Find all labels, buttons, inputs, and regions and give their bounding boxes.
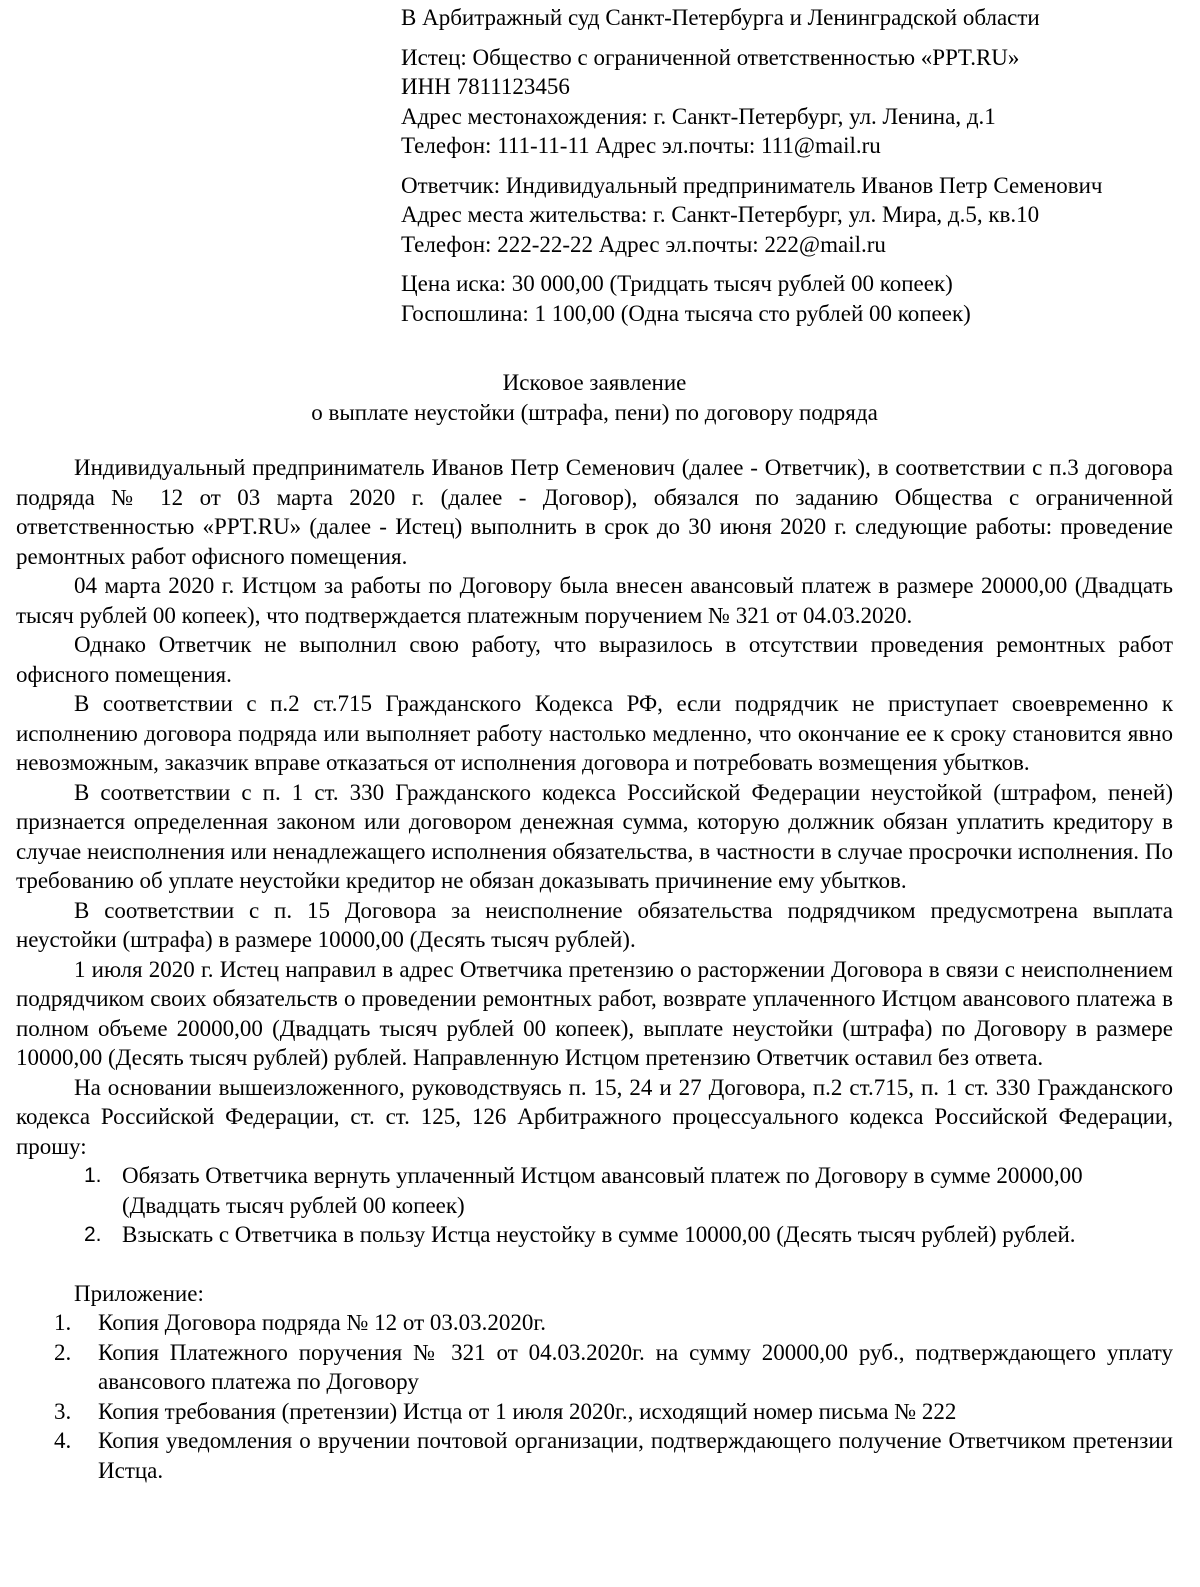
court-name: В Арбитражный суд Санкт-Петербурга и Ленинградской области: [401, 5, 1040, 30]
attachment-text: Копия уведомления о вручении почтовой организации, подтверждающего получение Ответчиком претензии Истца.: [98, 1428, 1173, 1483]
paragraph: В соответствии с п. 1 ст. 330 Гражданского кодекса Российской Федерации неустойкой (штрафом, пеней) признается определенная законом или договором денежная сумма, которую должник обязан уплатить кредитору в случае неисполнения или ненадлежащего исполнения обязательства, в частности в случае просрочки исполнения. По требованию об уплате неустойки кредитор не обязан доказывать причинение ему убытков.: [16, 779, 1173, 893]
attachment-item: [16, 1426, 1173, 1485]
attachment-text: Копия Платежного поручения № 321 от 04.03.2020г. на сумму 20000,00 руб., подтверждающего уплату авансового платежа по Договору: [98, 1339, 1173, 1394]
requests-list: [16, 1161, 1173, 1250]
defendant-block: [401, 171, 1173, 260]
attachment-number: 4.: [54, 1428, 72, 1453]
request-text: Обязать Ответчика вернуть уплаченный Истцом авансовый платеж по Договору в сумме 20000,00 (Двадцать тысяч рублей 00 копеек): [122, 1163, 1083, 1218]
attachment-item: [16, 1397, 1173, 1427]
attachment-number: 1.: [54, 1310, 72, 1335]
paragraph: 04 марта 2020 г. Истцом за работы по Договору была внесен авансовый платеж в размере 20000,00 (Двадцать тысяч рублей 00 копеек), что подтверждается платежным поручением № 321 от 04.03.2020.: [16, 573, 1173, 628]
request-number: 1.: [84, 1164, 102, 1187]
plaintiff-address: Адрес местонахождения: г. Санкт-Петербург, ул. Ленина, д.1: [401, 103, 996, 129]
plaintiff-name: Истец: Общество с ограниченной ответственностью «PPT.RU»: [401, 44, 1020, 70]
defendant-name: Ответчик: Индивидуальный предприниматель Иванов Петр Семенович: [401, 172, 1103, 198]
attachments-title: Приложение:: [74, 1280, 204, 1306]
plaintiff-block: [401, 43, 1173, 161]
attachment-number: 2.: [54, 1339, 72, 1365]
defendant-address: Адрес места жительства: г. Санкт-Петербург, ул. Мира, д.5, кв.10: [401, 202, 1040, 227]
court-block: [401, 3, 1173, 33]
request-number: 2.: [84, 1223, 102, 1246]
defendant-contacts: Телефон: 222-22-22 Адрес эл.почты: 222@mail.ru: [401, 231, 886, 257]
attachment-text: Копия Договора подряда № 12 от 03.03.2020г.: [98, 1310, 546, 1335]
attachments-list: [16, 1308, 1173, 1485]
claim-price: Цена иска: 30 000,00 (Тридцать тысяч рублей 00 копеек): [401, 271, 953, 296]
paragraph: В соответствии с п.2 ст.715 Гражданского Кодекса РФ, если подрядчик не приступает своевременно к исполнению договора подряда или выполняет работу настолько медленно, что окончание ее к сроку становится явно невозможным, заказчик вправе отказаться от исполнения договора и потребовать возмещения убытков.: [16, 691, 1173, 775]
title-line-2: о выплате неустойки (штрафа, пени) по договору подряда: [311, 399, 878, 425]
attachment-text: Копия требования (претензии) Истца от 1 июля 2020г., исходящий номер письма № 222: [98, 1398, 957, 1424]
document-header: [401, 3, 1173, 328]
paragraph: На основании вышеизложенного, руководствуясь п. 15, 24 и 27 Договора, п.2 ст.715, п. 1 ст. 330 Гражданского кодекса Российской Федерации, ст. ст. 125, 126 Арбитражного процессуального кодекса Российской Федерации, прошу:: [16, 1074, 1173, 1159]
plaintiff-contacts: Телефон: 111-11-11 Адрес эл.почты: 111@mail.ru: [401, 133, 881, 158]
state-fee: Госпошлина: 1 100,00 (Одна тысяча сто рублей 00 копеек): [401, 300, 971, 326]
request-item: [16, 1220, 1173, 1250]
paragraph: 1 июля 2020 г. Истец направил в адрес Ответчика претензию о расторжении Договора в связи с неисполнением подрядчиком своих обязательств о проведении ремонтных работ, возврате уплаченного Истцом авансового платежа в полном объеме 20000,00 (Двадцать тысяч рублей 00 копеек), выплате неустойки (штрафа) по Договору в размере 10000,00 (Десять тысяч рублей) рублей. Направленную Истцом претензию Ответчик оставил без ответа.: [16, 956, 1173, 1070]
attachment-number: 3.: [54, 1398, 72, 1424]
document-title: [16, 368, 1173, 427]
request-text: Взыскать с Ответчика в пользу Истца неустойку в сумме 10000,00 (Десять тысяч рублей) рублей.: [122, 1222, 1076, 1247]
plaintiff-inn: ИНН 7811123456: [401, 74, 570, 99]
document-body: [16, 453, 1173, 1485]
attachment-item: [16, 1338, 1173, 1397]
paragraph: В соответствии с п. 15 Договора за неисполнение обязательства подрядчиком предусмотрена выплата неустойки (штрафа) в размере 10000,00 (Десять тысяч рублей).: [16, 897, 1173, 952]
attachment-item: [16, 1308, 1173, 1338]
paragraph: Однако Ответчик не выполнил свою работу, что выразилось в отсутствии проведения ремонтных работ офисного помещения.: [16, 632, 1173, 687]
claim-block: [401, 269, 1173, 328]
request-item: [16, 1161, 1173, 1220]
paragraph: Индивидуальный предприниматель Иванов Петр Семенович (далее - Ответчик), в соответствии с п.3 договора подряда № 12 от 03 марта 2020 г. (далее - Договор), обязался по заданию Общества с ограниченной ответственностью «PPT.RU» (далее - Истец) выполнить в срок до 30 июня 2020 г. следующие работы: проведение ремонтных работ офисного помещения.: [16, 455, 1173, 569]
title-line-1: Исковое заявление: [502, 370, 687, 395]
